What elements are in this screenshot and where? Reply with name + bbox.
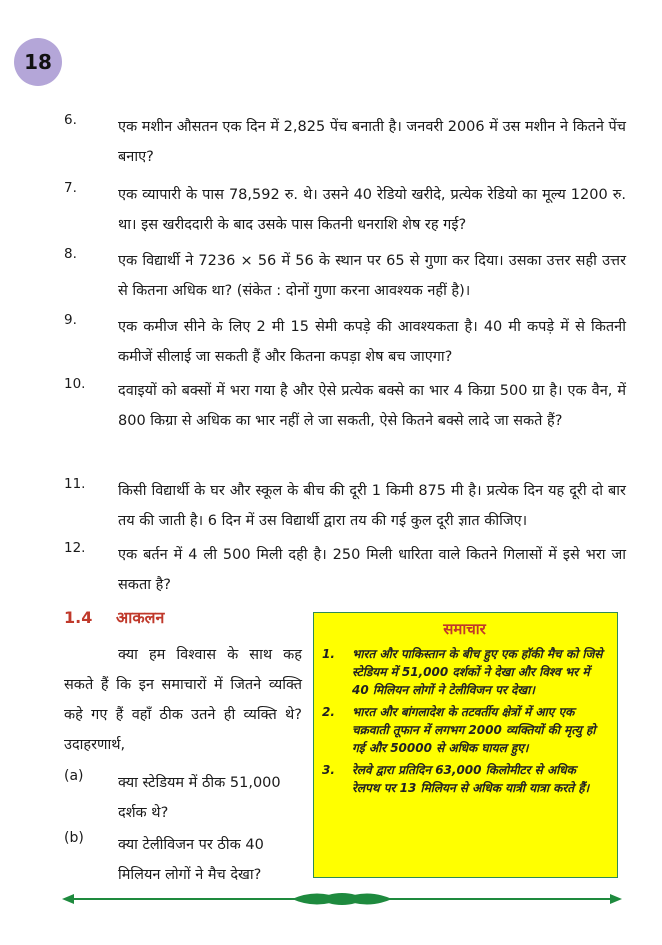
section-title: आकलन — [116, 608, 165, 627]
question-text: दवाइयों को बक्सों में भरा गया है और ऐसे प्रत्येक बक्से का भार 4 किग्रा 500 ग्रा है। एक वैन, में 800 किग्रा से अधिक का भार नहीं ले जा सकती, ऐसे कितने बक्से लादे जा सकते हैं? — [118, 383, 626, 429]
subquestion-label: (b) — [64, 830, 84, 846]
news-item-text: रेलवे द्वारा प्रतिदिन 63,000 किलोमीटर से अधिक रेलपथ पर 13 मिलियन से अधिक यात्री यात्रा करते हैं। — [352, 763, 590, 795]
news-item-number: 2. — [322, 705, 335, 719]
question-9 — [64, 312, 626, 372]
subquestion-text: क्या स्टेडियम में ठीक 51,000 दर्शक थे? — [118, 775, 281, 821]
question-11 — [64, 476, 626, 536]
news-box — [313, 612, 618, 878]
page-number-badge: 18 — [14, 38, 62, 86]
question-7 — [64, 180, 626, 240]
question-number: 8. — [64, 246, 77, 262]
news-title: समाचार — [443, 620, 486, 638]
question-number: 6. — [64, 112, 77, 128]
question-text: एक मशीन औसतन एक दिन में 2,825 पेंच बनाती है। जनवरी 2006 में उस मशीन ने कितने पेंच बनाए? — [118, 119, 626, 165]
question-6 — [64, 112, 626, 172]
question-text: एक व्यापारी के पास 78,592 रु. थे। उसने 40 रेडियो खरीदे, प्रत्येक रेडियो का मूल्य 1200 रु. था। इस खरीददारी के बाद उसके पास कितनी धनराशि शेष रह गई? — [118, 187, 626, 233]
news-item — [322, 761, 607, 797]
subquestion-text: क्या टेलीविजन पर ठीक 40 मिलियन लोगों ने मैच देखा? — [118, 837, 264, 883]
question-text: एक विद्यार्थी ने 7236 × 56 में 56 के स्थान पर 65 से गुणा कर दिया। उसका उत्तर सही उत्तर से कितना अधिक था? (संकेत : दोनों गुणा करना आवश्यक नहीं है)। — [118, 253, 626, 299]
question-number: 7. — [64, 180, 77, 196]
section-number: 1.4 — [64, 608, 93, 627]
subquestion-a — [64, 768, 302, 828]
news-item — [322, 645, 607, 699]
news-item-number: 1. — [322, 647, 335, 661]
question-number: 9. — [64, 312, 77, 328]
question-text: एक कमीज सीने के लिए 2 मी 15 सेमी कपड़े की आवश्यकता है। 40 मी कपड़े में से कितनी कमीजें सीलाई जा सकती हैं और कितना कपड़ा शेष बच जाएगा? — [118, 319, 626, 365]
question-number: 11. — [64, 476, 86, 492]
question-10 — [64, 376, 626, 436]
news-item — [322, 703, 607, 757]
news-list — [322, 645, 607, 797]
subquestion-label: (a) — [64, 768, 84, 784]
subquestion-b — [64, 830, 302, 890]
intro-paragraph: क्या हम विश्वास के साथ कह सकते हैं कि इन समाचारों में जितने व्यक्ति कहे गए हैं वहाँ ठीक उतने ही व्यक्ति थे? उदाहरणार्थ, — [64, 647, 302, 753]
section-heading — [64, 606, 164, 628]
news-item-text: भारत और बांगलादेश के तटवर्तीय क्षेत्रों में आए एक चक्रवाती तूफान में लगभग 2000 व्यक्तियों की मृत्यु हो गई और 50000 से अधिक घायल हुए। — [352, 705, 596, 755]
question-12 — [64, 540, 626, 600]
question-text: एक बर्तन में 4 ली 500 मिली दही है। 250 मिली धारिता वाले कितने गिलासों में इसे भरा जा सकता है? — [118, 547, 626, 593]
question-text: किसी विद्यार्थी के घर और स्कूल के बीच की दूरी 1 किमी 875 मी है। प्रत्येक दिन यह दूरी दो बार तय की जाती है। 6 दिन में उस विद्यार्थी द्वारा तय की गई कुल दूरी ज्ञात कीजिए। — [118, 483, 626, 529]
news-item-number: 3. — [322, 763, 335, 777]
question-8 — [64, 246, 626, 306]
news-item-text: भारत और पाकिस्तान के बीच हुए एक हॉकी मैच को जिसे स्टेडियम में 51,000 दर्शकों ने देखा और विश्व भर में 40 मिलियन लोगों ने टेलीविजन पर देखा। — [352, 647, 603, 697]
question-number: 10. — [64, 376, 86, 392]
decorative-divider — [62, 886, 622, 912]
question-number: 12. — [64, 540, 86, 556]
